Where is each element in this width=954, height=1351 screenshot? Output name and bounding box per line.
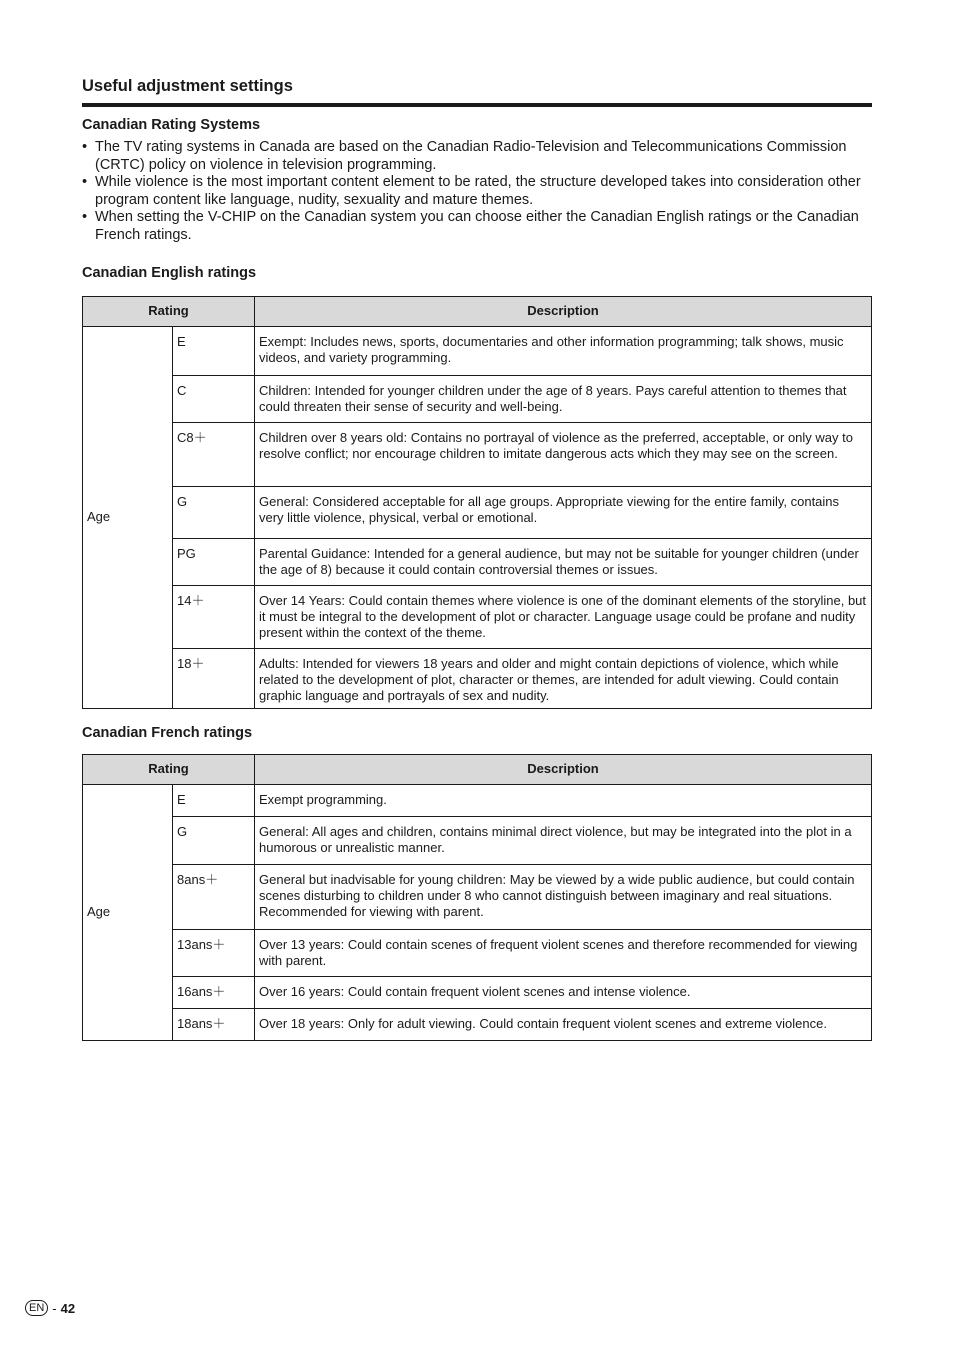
section-title-english-ratings: Canadian English ratings: [82, 265, 257, 281]
rating-code: 16ans＋: [173, 977, 255, 1009]
rating-code: G: [173, 487, 255, 539]
french-ratings-table: [82, 754, 872, 1041]
rating-description: Over 16 years: Could contain frequent violent scenes and intense violence.: [255, 977, 872, 1009]
bullet-item: • The TV rating systems in Canada are based on the Canadian Radio-Television and Telecommunications Commission (CRTC) policy on violence in television programming.: [82, 139, 872, 174]
page-separator: -: [52, 1300, 57, 1316]
col-header-rating: Rating: [83, 297, 255, 327]
rating-description: Children: Intended for younger children under the age of 8 years. Pays careful attention to themes that could threaten their sense of security and well-being.: [255, 376, 872, 423]
table-row: [83, 817, 872, 865]
rating-group-age: Age: [83, 785, 173, 1041]
rating-code: 8ans＋: [173, 865, 255, 930]
rating-description: General but inadvisable for young children: May be viewed by a wide public audience, but could contain scenes disturbing to children under 8 who cannot distinguish between imaginary and real situations. Recommended for viewing with parent.: [255, 865, 872, 930]
table-row: [83, 376, 872, 423]
bullet-item: • While violence is the most important content element to be rated, the structure developed takes into consideration other program content like language, nudity, sexuality and mature themes.: [82, 174, 872, 209]
english-ratings-table: [82, 296, 872, 709]
page-title: Useful adjustment settings: [82, 77, 872, 107]
rating-description: Over 18 years: Only for adult viewing. Could contain frequent violent scenes and extreme violence.: [255, 1009, 872, 1041]
rating-code: C8＋: [173, 423, 255, 487]
intro-bullet-list: [82, 139, 872, 244]
col-header-description: Description: [255, 297, 872, 327]
table-row: [83, 1009, 872, 1041]
table-header-row: [83, 297, 872, 327]
rating-code: E: [173, 785, 255, 817]
rating-code: C: [173, 376, 255, 423]
table-row: [83, 785, 872, 817]
rating-description: Over 14 Years: Could contain themes where violence is one of the dominant elements of the storyline, but it must be integral to the development of plot or character. Language usage could be profane and nudity present within the context of the theme.: [255, 586, 872, 649]
bullet-item: • When setting the V-CHIP on the Canadian system you can choose either the Canadian English ratings or the Canadian French ratings.: [82, 209, 872, 244]
language-badge: EN: [25, 1300, 48, 1316]
table-header-row: [83, 755, 872, 785]
table-row: [83, 487, 872, 539]
rating-code: E: [173, 327, 255, 376]
table-row: [83, 865, 872, 930]
section-title-french-ratings: Canadian French ratings: [82, 725, 253, 741]
table-row: [83, 327, 872, 376]
rating-code: 18ans＋: [173, 1009, 255, 1041]
rating-description: Over 13 years: Could contain scenes of frequent violent scenes and therefore recommended for viewing with parent.: [255, 930, 872, 977]
page-number: 42: [60, 1300, 76, 1316]
rating-description: General: Considered acceptable for all age groups. Appropriate viewing for the entire family, contains very little violence, physical, verbal or emotional.: [255, 487, 872, 539]
rating-code: G: [173, 817, 255, 865]
table-row: [83, 539, 872, 586]
col-header-rating: Rating: [83, 755, 255, 785]
table-row: [83, 930, 872, 977]
rating-group-age: Age: [83, 327, 173, 709]
table-row: [83, 423, 872, 487]
table-row: [83, 649, 872, 709]
rating-code: 18＋: [173, 649, 255, 709]
col-header-description: Description: [255, 755, 872, 785]
table-row: [83, 586, 872, 649]
rating-description: Parental Guidance: Intended for a general audience, but may not be suitable for younger children (under the age of 8) because it could contain controversial themes or issues.: [255, 539, 872, 586]
rating-code: 13ans＋: [173, 930, 255, 977]
rating-code: 14＋: [173, 586, 255, 649]
section-title-canadian-rating-systems: Canadian Rating Systems: [82, 117, 261, 133]
rating-description: Adults: Intended for viewers 18 years and older and might contain depictions of violence, which while related to the development of plot, character or themes, are intended for adult viewing. Could contain graphic language and portrayals of sex and nudity.: [255, 649, 872, 709]
page-footer: [25, 1300, 75, 1316]
table-row: [83, 977, 872, 1009]
rating-description: Exempt: Includes news, sports, documentaries and other information programming; talk shows, music videos, and variety programming.: [255, 327, 872, 376]
rating-description: Children over 8 years old: Contains no portrayal of violence as the preferred, acceptable, or only way to resolve conflict; nor encourage children to imitate dangerous acts which they may see on the screen.: [255, 423, 872, 487]
rating-description: General: All ages and children, contains minimal direct violence, but may be integrated into the plot in a humorous or unrealistic manner.: [255, 817, 872, 865]
rating-code: PG: [173, 539, 255, 586]
rating-description: Exempt programming.: [255, 785, 872, 817]
